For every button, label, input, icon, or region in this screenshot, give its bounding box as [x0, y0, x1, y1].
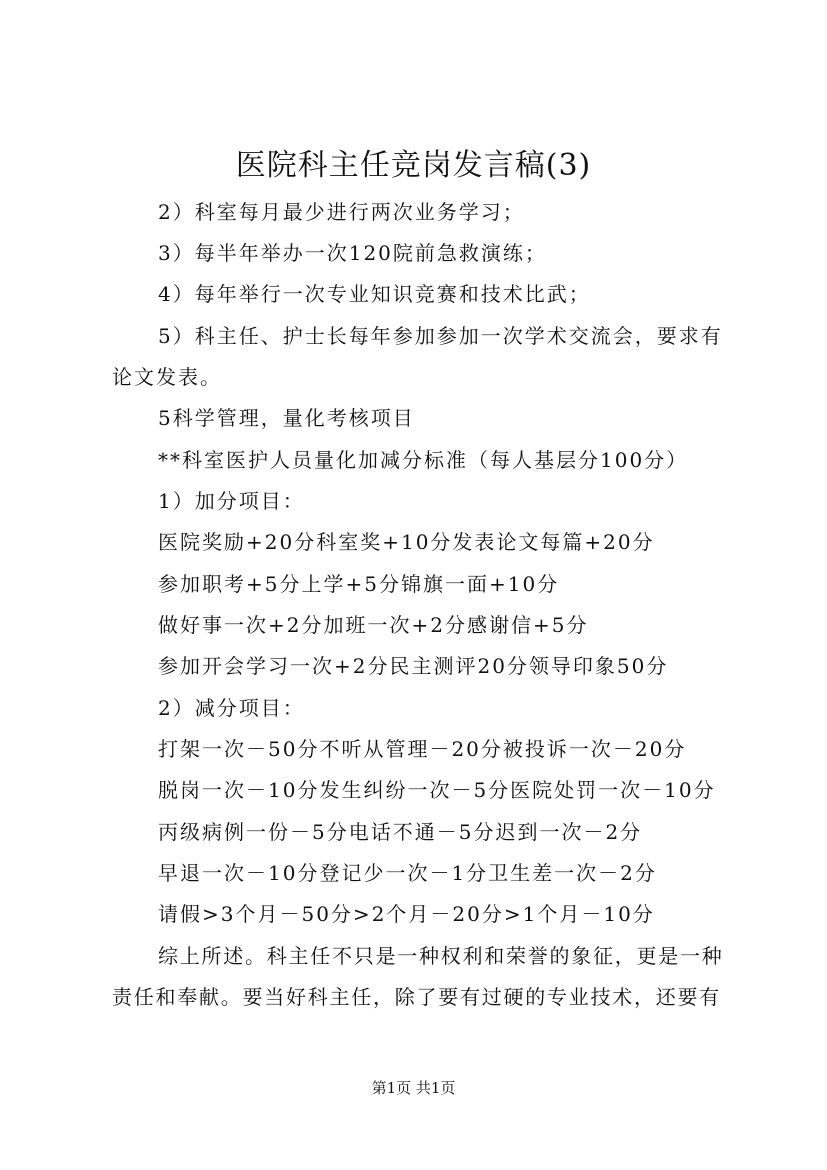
body-line: 2）科室每月最少进行两次业务学习； [158, 200, 525, 224]
body-line: 参加职考+5分上学+5分锦旗一面+10分 [158, 572, 560, 596]
body-line: 打架一次－50分不听从管理－20分被投诉一次－20分 [158, 737, 687, 761]
body-line: 丙级病例一份－5分电话不通－5分迟到一次－2分 [158, 820, 643, 844]
body-line: 责任和奉献。要当好科主任，除了要有过硬的专业技术，还要有 [112, 985, 721, 1009]
body-line: 脱岗一次－10分发生纠纷一次－5分医院处罚一次－10分 [158, 778, 716, 802]
body-line: 论文发表。 [112, 365, 222, 389]
body-line: 请假>3个月－50分>2个月－20分>1个月－10分 [158, 902, 655, 926]
body-line: 2）减分项目： [158, 696, 305, 720]
body-line: 早退一次－10分登记少一次－1分卫生差一次－2分 [158, 861, 657, 885]
page-footer: 第1页 共1页 [371, 1079, 456, 1097]
body-line: 3）每半年举办一次120院前急救演练； [158, 241, 547, 265]
body-line: 做好事一次+2分加班一次+2分感谢信+5分 [158, 613, 589, 637]
body-line: 医院奖励+20分科室奖+10分发表论文每篇+20分 [158, 530, 655, 554]
body-line: 5科学管理，量化考核项目 [158, 406, 415, 430]
body-line: 4）每年举行一次专业知识竞赛和技术比武； [158, 282, 591, 306]
body-line: 参加开会学习一次+2分民主测评20分领导印象50分 [158, 654, 669, 678]
document-title: 医院科主任竞岗发言稿(3) [235, 148, 592, 183]
body-line: 1）加分项目： [158, 489, 305, 513]
body-line: 综上所述。科主任不只是一种权利和荣誉的象征，更是一种 [158, 944, 724, 968]
body-line: **科室医护人员量化加减分标准（每人基层分100分） [158, 448, 689, 472]
body-line: 5）科主任、护士长每年参加参加一次学术交流会，要求有 [158, 324, 723, 348]
